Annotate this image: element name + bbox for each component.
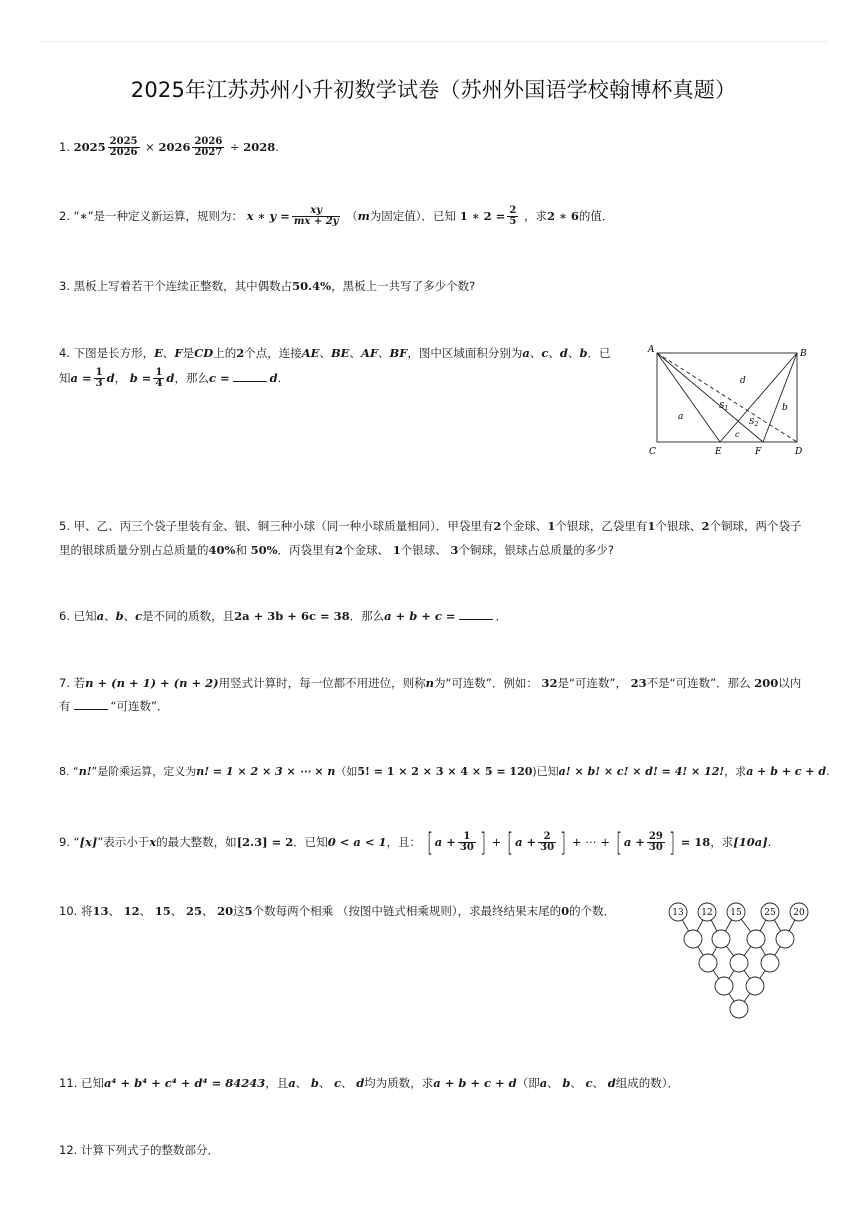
node-r2-2 bbox=[712, 930, 730, 948]
question-7-line-2: 有 “可连数”． bbox=[59, 699, 169, 713]
rectangle-figure bbox=[645, 343, 815, 458]
region-c: c bbox=[735, 430, 740, 439]
label-F: F bbox=[755, 447, 762, 457]
region-d: d bbox=[740, 376, 746, 386]
label-B: B bbox=[800, 349, 807, 359]
question-5-line-2: 里的银球质量分别占总质量的40%和 50%．丙袋里有2个金球、 1个银球、 3个铜球，银球占总质量的多少? bbox=[59, 543, 614, 557]
top-rule bbox=[40, 41, 827, 42]
answer-blank bbox=[233, 369, 267, 382]
node-r4-1 bbox=[715, 977, 733, 995]
question-4-line-2: 知a = $\frac{1}{3}$ d， b = $\frac{1}{4}$ d，那么c = d. bbox=[59, 366, 282, 389]
node-r3-3 bbox=[761, 954, 779, 972]
node-label: 20 bbox=[793, 908, 805, 918]
node-label: 25 bbox=[764, 908, 776, 918]
question-12: 12. 计算下列式子的整数部分． bbox=[59, 1143, 219, 1157]
label-A: A bbox=[648, 345, 655, 355]
question-10: 10. 将13、 12、 15、 25、 20这5个数每两个相乘 （按图中链式相乘规则），求最终结果末尾的0的个数． bbox=[59, 904, 616, 918]
question-4: 4. 下图是长方形，E、F是CD上的2个点，连接AE、BE、AF、BF，图中区域面积分别为a、c、d、b．已 bbox=[59, 346, 611, 360]
node-r2-4 bbox=[776, 930, 794, 948]
node-label: 12 bbox=[701, 908, 713, 918]
region-a: a bbox=[678, 412, 684, 422]
label-C: C bbox=[649, 447, 656, 457]
page-title: 2025年江苏苏州小升初数学试卷（苏州外国语学校翰博杯真题） bbox=[130, 78, 737, 102]
answer-blank bbox=[74, 697, 108, 710]
answer-blank bbox=[459, 607, 493, 620]
label-D: D bbox=[795, 447, 803, 457]
node-r3-1 bbox=[699, 954, 717, 972]
question-7: 7. 若n + (n + 1) + (n + 2)用竖式计算时，每一位都不用进位，则称n为“可连数”．例如： 32是“可连数”， 23不是“可连数”．那么 200以内 bbox=[59, 676, 802, 690]
question-11: 11. 已知a⁴ + b⁴ + c⁴ + d⁴ = 84243，且a、 b、 c、 d均为质数，求a + b + c + d（即a、 b、 c、 d组成的数）． bbox=[59, 1076, 679, 1090]
label-E: E bbox=[715, 447, 722, 457]
region-s1: $S_1$ bbox=[719, 401, 729, 412]
node-label: 13 bbox=[672, 908, 684, 918]
question-3: 3. 黑板上写着若干个连续正整数，其中偶数占50.4%，黑板上一共写了多少个数? bbox=[59, 279, 476, 293]
region-b: b bbox=[782, 403, 788, 413]
question-8: 8. “n!”是阶乘运算，定义为n! = 1 × 2 × 3 × ⋯ × n（如5! = 1 × 2 × 3 × 4 × 5 = 120)已知a! × b! × c! × d! = 4! × 12!，求a + b + c + d. bbox=[59, 765, 830, 778]
node-r2-3 bbox=[747, 930, 765, 948]
node-r3-2 bbox=[730, 954, 748, 972]
node-r2-1 bbox=[684, 930, 702, 948]
question-5: 5. 甲、乙、丙三个袋子里装有金、银、铜三种小球（同一种小球质量相同）．甲袋里有2个金球、1个银球，乙袋里有1个银球、2个铜球，两个袋子 bbox=[59, 519, 802, 533]
question-2: 2. “∗”是一种定义新运算，规则为： x ∗ y = $\frac{xy}{mx + 2y}$ （m为固定值）．已知 1 ∗ 2 = $\frac{2}{5}$ ，求2 ∗ 6的值． bbox=[59, 204, 614, 227]
region-s2: $S_2$ bbox=[749, 417, 759, 428]
question-9: 9. “[x]”表示小于x的最大整数，如[2.3] = 2．已知0 < a < 1，且： [ a + $\frac{1}{30}$ ] + [ a + $\frac{2}{30}$ ] + ⋯ + [ a + $\frac{29}{30}$ ] = 18，求[10a]. bbox=[59, 827, 772, 858]
node-r5-1 bbox=[730, 1000, 748, 1018]
chain-multiplication-diagram bbox=[660, 898, 820, 1023]
node-label: 15 bbox=[730, 908, 742, 918]
node-r4-2 bbox=[746, 977, 764, 995]
question-1: 1. 2025 $\frac{2025}{2026}$ × 2026 $\frac{2026}{2027}$ ÷ 2028. bbox=[59, 135, 279, 158]
question-6: 6. 已知a、b、c是不同的质数，且2a + 3b + 6c = 38．那么a + b + c = ． bbox=[59, 609, 508, 623]
